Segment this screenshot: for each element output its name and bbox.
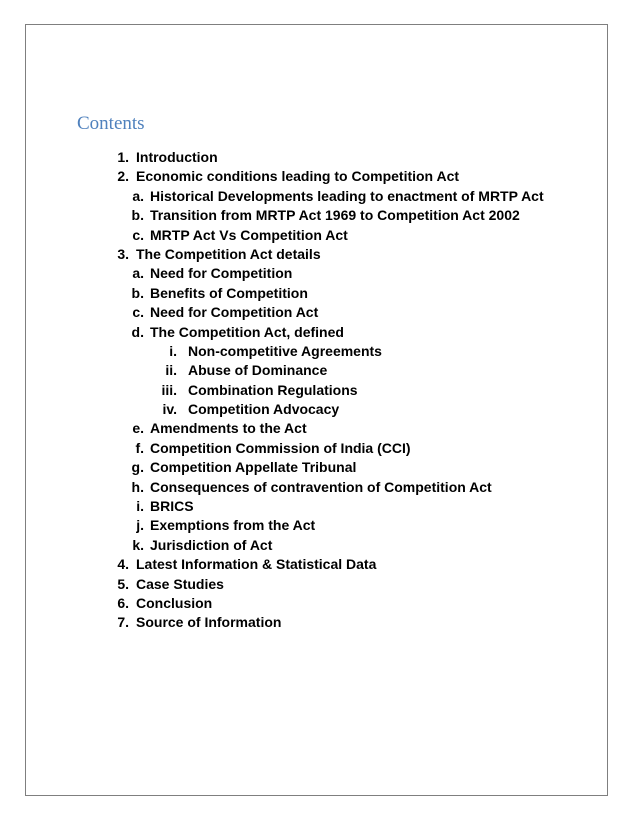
toc-entry-number: 6. <box>117 594 129 611</box>
toc-entry-number: k. <box>132 536 144 553</box>
toc-entry-number: iii. <box>161 381 177 398</box>
toc-entry <box>0 400 638 419</box>
toc-entry <box>0 458 638 477</box>
toc-entry-title: The Competition Act, defined <box>150 323 344 340</box>
toc-entry-title: Consequences of contravention of Competition Act <box>150 478 492 495</box>
toc-entry <box>0 206 638 225</box>
toc-entry-number: j. <box>136 517 144 534</box>
toc-entry-title: Competition Advocacy <box>188 401 340 418</box>
toc-entry <box>0 303 638 322</box>
toc-entry-number: c. <box>132 226 144 243</box>
table-of-contents <box>0 148 638 633</box>
toc-entry <box>0 245 638 264</box>
toc-entry <box>0 536 638 555</box>
toc-entry <box>0 264 638 283</box>
toc-entry-title: Conclusion <box>136 594 213 611</box>
toc-entry-number: ii. <box>165 362 177 379</box>
toc-entry-title: Competition Commission of India (CCI) <box>150 439 411 456</box>
toc-entry <box>0 323 638 342</box>
toc-entry-number: 5. <box>117 575 129 592</box>
toc-entry-title: Combination Regulations <box>188 381 358 398</box>
toc-entry-title: Competition Appellate Tribunal <box>150 459 357 476</box>
toc-entry-number: 3. <box>117 245 129 262</box>
toc-entry <box>0 575 638 594</box>
toc-entry-title: Amendments to the Act <box>150 420 307 437</box>
toc-entry-title: MRTP Act Vs Competition Act <box>150 226 348 243</box>
toc-entry-number: 7. <box>117 614 129 631</box>
toc-entry-title: Latest Information & Statistical Data <box>136 556 377 573</box>
toc-entry <box>0 516 638 535</box>
toc-entry-number: c. <box>132 304 144 321</box>
toc-entry-number: iv. <box>162 401 177 418</box>
toc-entry-title: Non-competitive Agreements <box>188 342 382 359</box>
toc-entry-title: Exemptions from the Act <box>150 517 316 534</box>
toc-entry-title: Abuse of Dominance <box>188 362 328 379</box>
toc-entry-title: Jurisdiction of Act <box>150 536 273 553</box>
toc-entry <box>0 187 638 206</box>
toc-entry-number: i. <box>136 498 144 515</box>
toc-entry-number: h. <box>131 478 144 495</box>
toc-entry <box>0 594 638 613</box>
contents-heading: Contents <box>77 113 145 134</box>
toc-entry-number: 1. <box>117 149 129 165</box>
toc-entry-number: a. <box>132 187 144 204</box>
toc-entry-title: Introduction <box>136 149 218 165</box>
toc-entry <box>0 342 638 361</box>
toc-entry-title: Need for Competition Act <box>150 304 319 321</box>
toc-entry <box>0 167 638 186</box>
toc-entry-title: Source of Information <box>136 614 282 631</box>
toc-entry-title: Transition from MRTP Act 1969 to Competition Act 2002 <box>150 207 520 224</box>
toc-entry-number: b. <box>131 207 144 224</box>
toc-entry-number: e. <box>132 420 144 437</box>
toc-entry <box>0 439 638 458</box>
toc-entry <box>0 226 638 245</box>
toc-entry <box>0 381 638 400</box>
toc-entry <box>0 497 638 516</box>
toc-entry <box>0 148 638 167</box>
toc-entry-number: b. <box>131 284 144 301</box>
toc-entry-title: Economic conditions leading to Competition Act <box>136 168 460 185</box>
toc-entry <box>0 361 638 380</box>
toc-entry-title: Historical Developments leading to enactment of MRTP Act <box>150 187 544 204</box>
toc-entry-number: g. <box>131 459 144 476</box>
toc-entry-number: a. <box>132 265 144 282</box>
toc-entry-number: d. <box>131 323 144 340</box>
toc-entry <box>0 478 638 497</box>
toc-entry <box>0 284 638 303</box>
toc-entry-number: i. <box>169 342 177 359</box>
toc-entry-title: The Competition Act details <box>136 245 321 262</box>
toc-entry-title: Benefits of Competition <box>150 284 308 301</box>
toc-entry <box>0 555 638 574</box>
toc-entry-number: 2. <box>117 168 129 185</box>
toc-entry-number: f. <box>135 439 144 456</box>
toc-entry-title: Need for Competition <box>150 265 293 282</box>
toc-entry <box>0 613 638 632</box>
toc-entry-title: BRICS <box>150 498 194 515</box>
toc-entry-title: Case Studies <box>136 575 224 592</box>
toc-entry-number: 4. <box>117 556 129 573</box>
toc-entry <box>0 419 638 438</box>
